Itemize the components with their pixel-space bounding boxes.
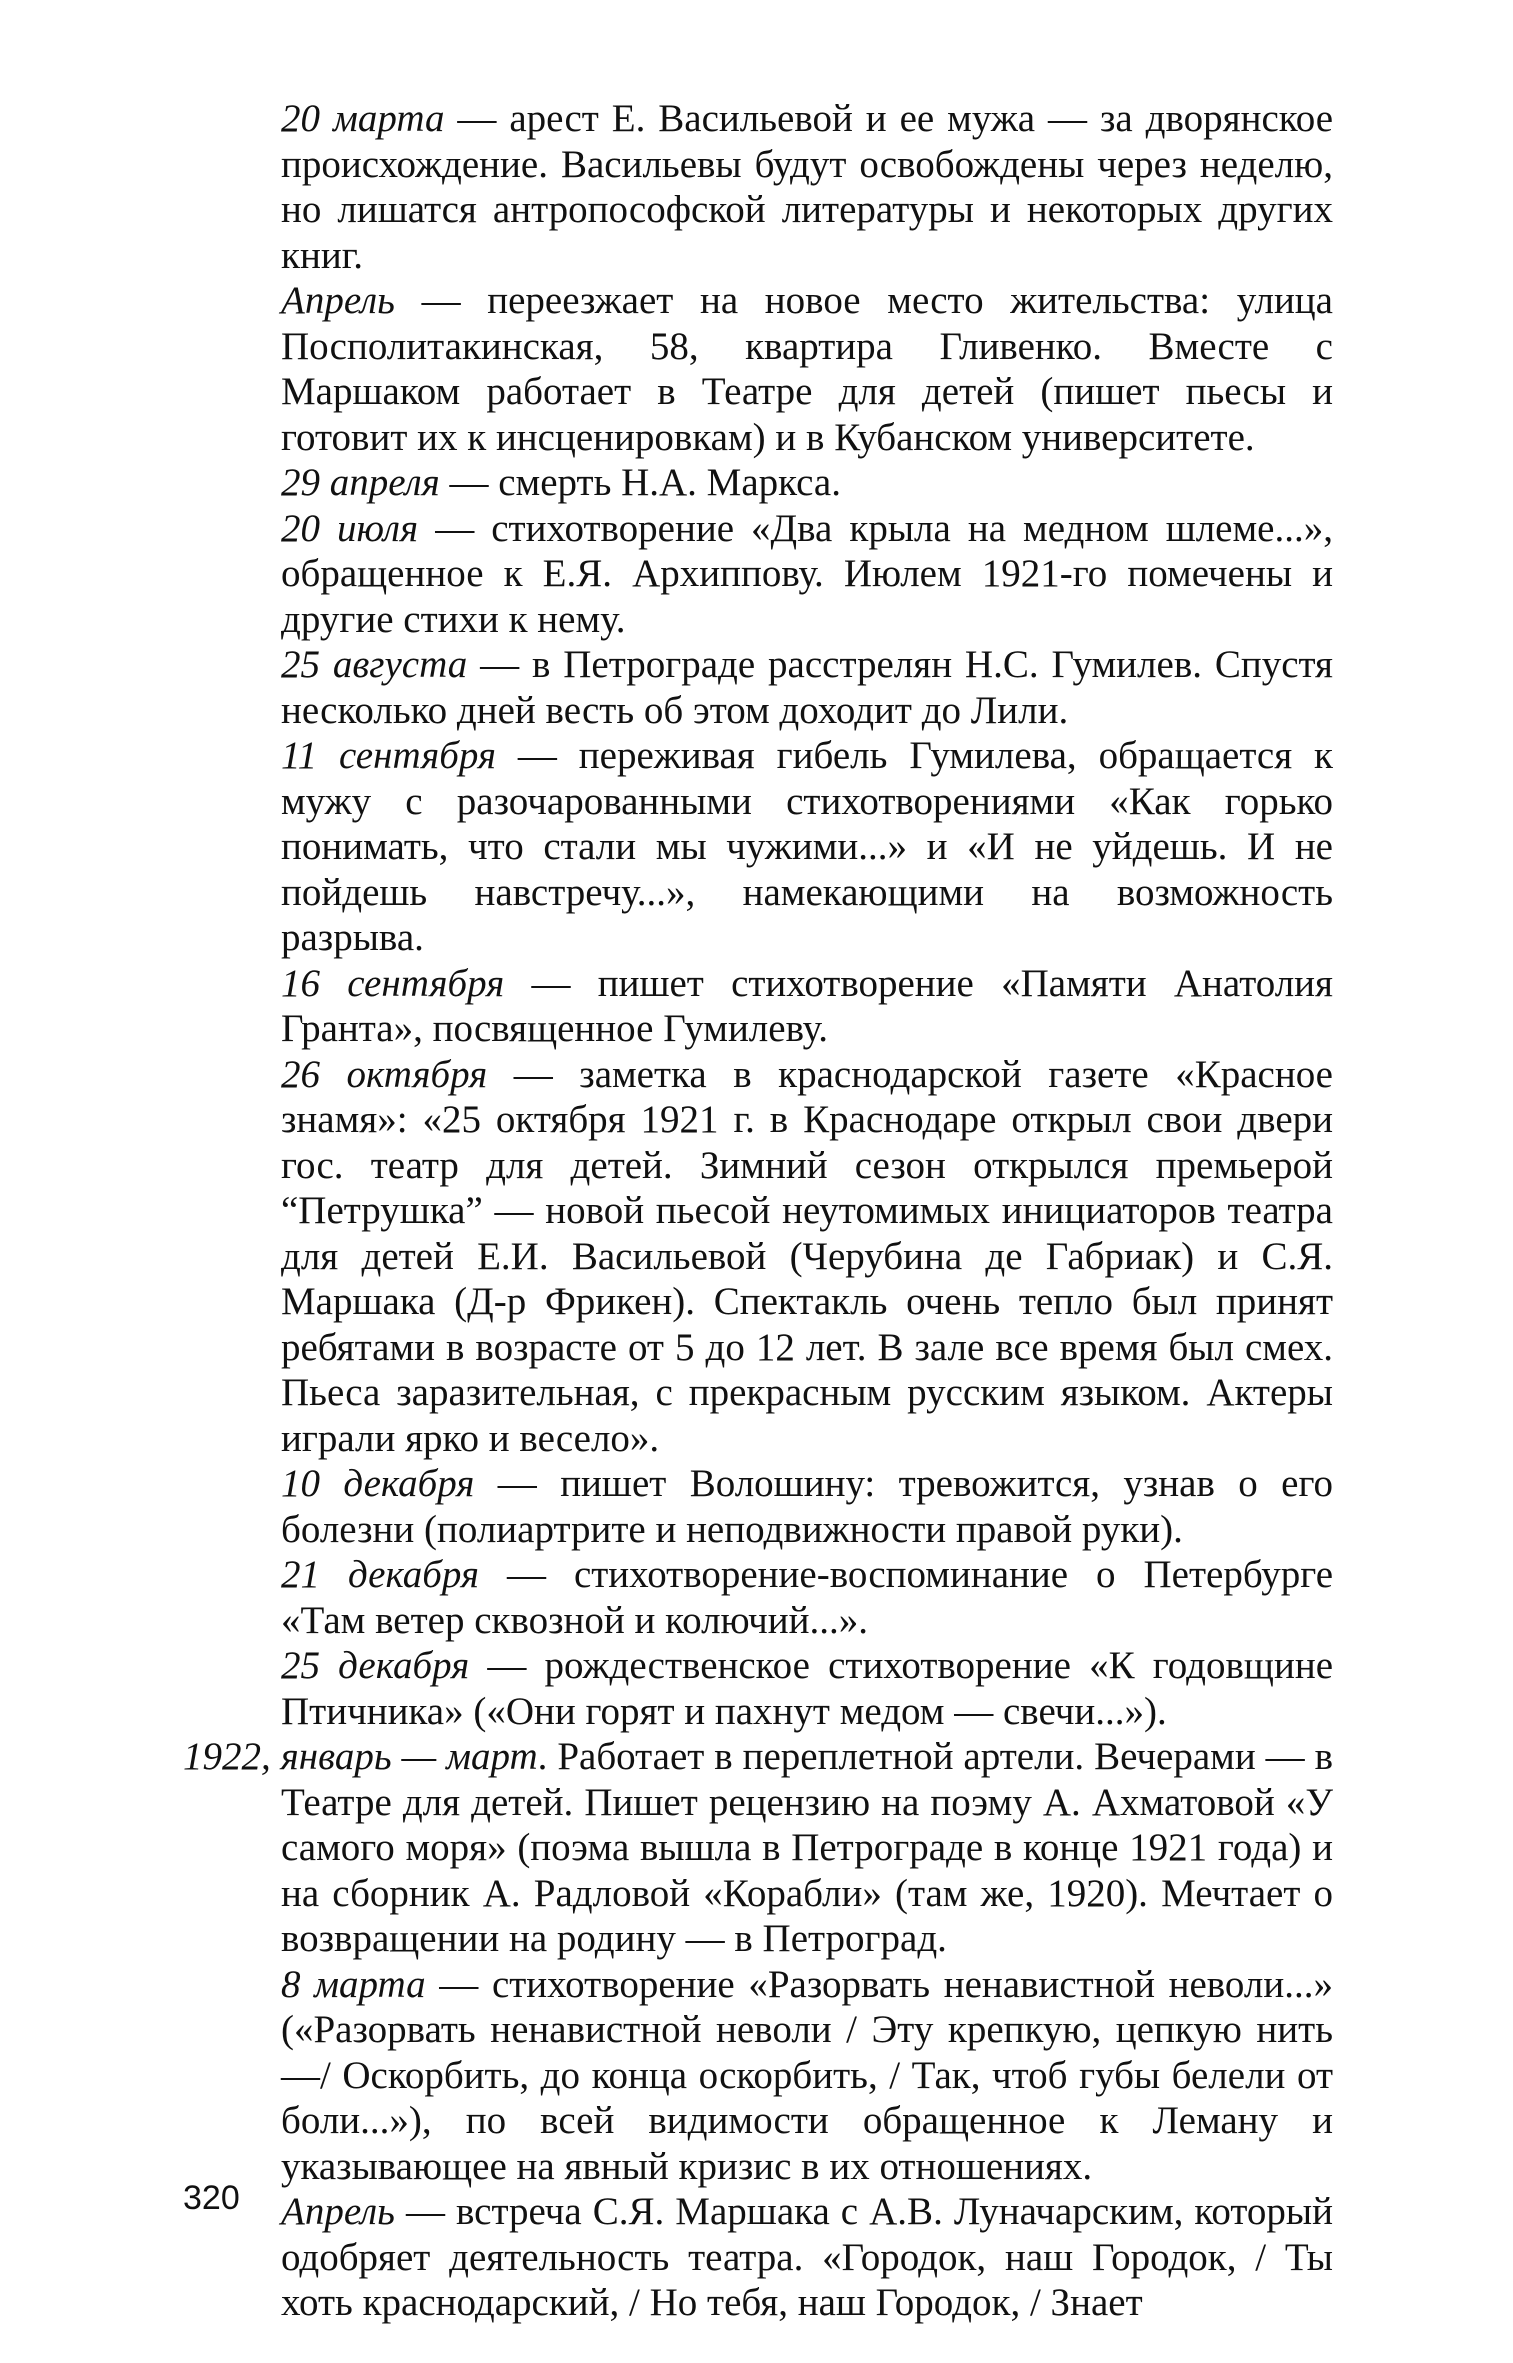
entry-text: — встреча С.Я. Маршака с А.В. Луначарским, который одобряет деятельность театра. «Городок, наш Городок, / Ты хоть краснодарский, / Но тебя, наш Городок, / Знает	[281, 2190, 1333, 2324]
entry-text: — заметка в краснодарской газете «Красное знамя»: «25 октября 1921 г. в Краснодаре открыл свои двери гос. театр для детей. Зимний сезон открылся премьерой “Петрушка” — новой пьесой неутомимых инициаторов театра для детей Е.И. Васильевой (Черубина де Габриак) и С.Я. Маршака (Д-р Фрикен). Спектакль очень тепло был принят ребятами в возрасте от 5 до 12 лет. В зале все время был смех. Пьеса заразительная, с прекрасным русским языком. Актеры играли ярко и весело».	[281, 1052, 1333, 1460]
entry-date: 20 июля	[281, 506, 419, 550]
chronology-entry	[183, 642, 1333, 733]
entry-date: 29 апреля	[281, 461, 440, 504]
entry-text: . Работает в переплетной артели. Вечерами — в Театре для детей. Пишет рецензию на поэму А. Ахматовой «У самого моря» (поэма вышла в Петрограде в конце 1921 года) и на сборник А. Радловой «Корабли» (там же, 1920). Мечтает о возвращении на родину — в Петроград.	[281, 1735, 1333, 1960]
chronology-entry	[183, 733, 1333, 961]
chronology-entry	[183, 1552, 1333, 1643]
chronology-entry	[183, 460, 1333, 506]
entry-date: 1922, январь — март	[183, 1735, 538, 1778]
entry-date: 16 сентября	[281, 961, 505, 1005]
entry-text: — стихотворение «Разорвать ненавистной неволи...» («Разорвать ненавистной неволи / Эту крепкую, цепкую нить —/ Оскорбить, до конца оскорбить, / Так, чтоб губы белели от боли...»), по всей видимости обращенное к Леману и указывающее на явный кризис в их отношениях.	[281, 1962, 1333, 2188]
chronology-text	[183, 96, 1333, 2326]
entry-text: — рождественское стихотворение «К годовщине Птичника» («Они горят и пахнут медом — свечи...»).	[281, 1644, 1334, 1733]
chronology-entry	[183, 961, 1333, 1052]
entry-date: 8 марта	[281, 1962, 426, 2006]
chronology-entry	[183, 96, 1333, 278]
entry-text: — смерть Н.А. Маркса.	[439, 461, 841, 504]
chronology-entry	[183, 1643, 1333, 1734]
entry-date: Апрель	[281, 2190, 395, 2233]
entry-text: — стихотворение-воспоминание о Петербурге «Там ветер сквозной и колючий...».	[281, 1553, 1333, 1642]
entry-date: 25 августа	[281, 643, 468, 686]
entry-text: — пишет стихотворение «Памяти Анатолия Гранта», посвященное Гумилеву.	[281, 961, 1333, 1050]
entry-date: 25 декабря	[281, 1644, 470, 1687]
chronology-entry	[183, 1962, 1333, 2190]
entry-text: — в Петрограде расстрелян Н.С. Гумилев. Спустя несколько дней весть об этом доходит до Лили.	[281, 643, 1333, 732]
chronology-entry	[183, 1461, 1333, 1552]
chronology-entry	[183, 1052, 1333, 1462]
chronology-entry	[183, 506, 1333, 643]
entry-text: — пишет Волошину: тревожится, узнав о его болезни (полиартрите и неподвижности правой руки).	[281, 1462, 1333, 1551]
entry-text: — арест Е. Васильевой и ее мужа — за дворянское происхождение. Васильевы будут освобождены через неделю, но лишатся антропософской литературы и некоторых других книг.	[281, 97, 1334, 277]
entry-date: 26 октября	[281, 1052, 488, 1096]
chronology-year-entry	[183, 1734, 1333, 1962]
chronology-entry	[183, 278, 1333, 460]
chronology-entry	[183, 2189, 1333, 2326]
entry-text: — переживая гибель Гумилева, обращается к мужу с разочарованными стихотворениями «Как горько понимать, что стали мы чужими...» и «И не уйдешь. И не пойдешь навстречу...», намекающими на возможность разрыва.	[281, 734, 1333, 959]
entry-date: 10 декабря	[281, 1462, 475, 1505]
entry-date: 21 декабря	[281, 1553, 479, 1596]
entry-date: Апрель	[281, 279, 395, 322]
entry-text: — переезжает на новое место жительства: улица Посполитакинская, 58, квартира Гливенко. Вместе с Маршаком работает в Театре для детей (пишет пьесы и готовит их к инсценировкам) и в Кубанском университете.	[281, 279, 1333, 459]
entry-date: 11 сентября	[281, 734, 496, 777]
entry-date: 20 марта	[281, 97, 445, 140]
entry-text: — стихотворение «Два крыла на медном шлеме...», обращенное к Е.Я. Архиппову. Июлем 1921-го помечены и другие стихи к нему.	[281, 506, 1333, 641]
page-number: 320	[183, 2179, 240, 2217]
